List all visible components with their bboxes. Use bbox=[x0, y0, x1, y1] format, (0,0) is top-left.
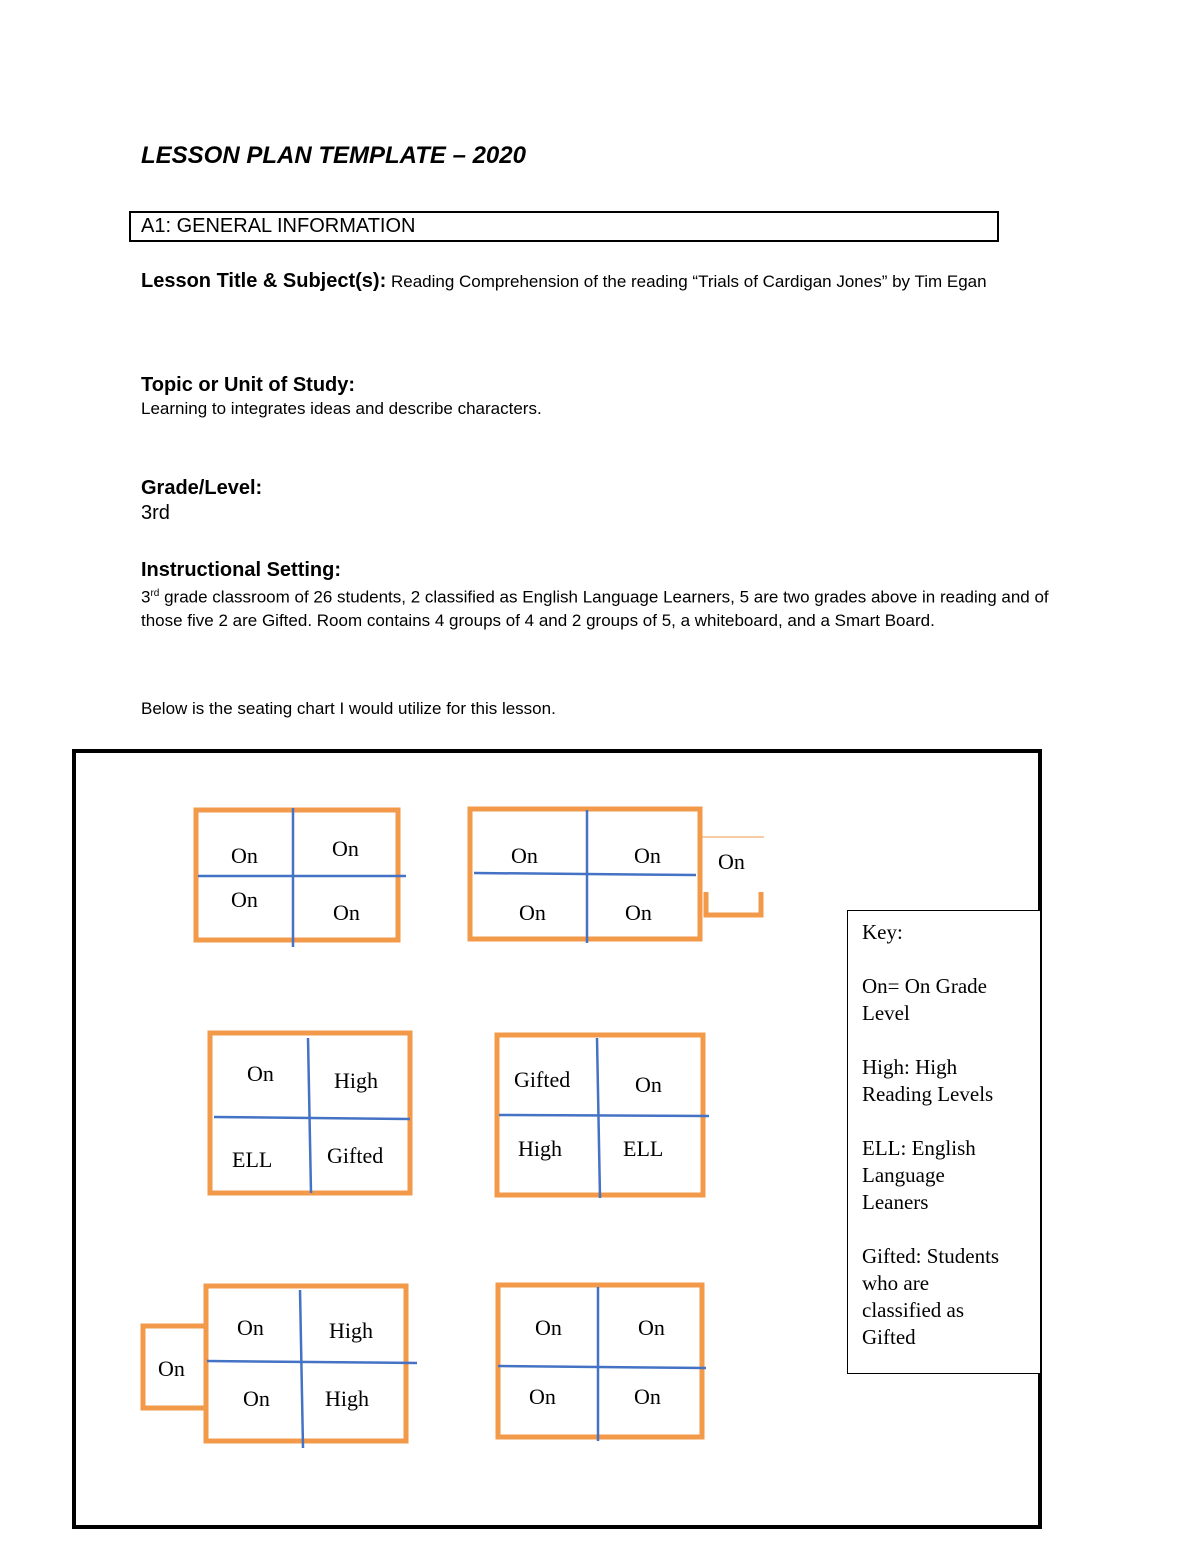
key-high: Reading Levels bbox=[862, 1082, 994, 1106]
seat-label: On bbox=[535, 1315, 562, 1340]
seat-label: On bbox=[529, 1384, 556, 1409]
grade-value: 3rd bbox=[141, 502, 170, 524]
key-gifted: Gifted: Students bbox=[862, 1244, 1000, 1268]
seat-label: On bbox=[237, 1315, 264, 1340]
seating-key bbox=[847, 910, 1041, 1374]
key-on: On= On Grade bbox=[862, 974, 987, 998]
topic-value: Learning to integrates ideas and describe characters. bbox=[141, 399, 542, 418]
lesson-title-value: Reading Comprehension of the reading “Trials of Cardigan Jones” by Tim Egan bbox=[386, 272, 987, 291]
key-ell: ELL: English bbox=[862, 1136, 976, 1160]
page-title: LESSON PLAN TEMPLATE – 2020 bbox=[141, 142, 526, 169]
seat-label: On bbox=[634, 843, 661, 868]
topic-label: Topic or Unit of Study: bbox=[141, 374, 356, 396]
seat-label: On bbox=[243, 1386, 270, 1411]
seat-label: On bbox=[332, 836, 359, 861]
grade-label: Grade/Level: bbox=[141, 477, 263, 499]
seat-label: On bbox=[638, 1315, 665, 1340]
seat-label: High bbox=[518, 1136, 562, 1161]
key-title: Key: bbox=[862, 920, 903, 944]
extra-seat-group-2-base bbox=[706, 892, 761, 915]
seat-label: On bbox=[511, 843, 538, 868]
desk-group-6 bbox=[498, 1285, 702, 1437]
key-high: High: High bbox=[862, 1055, 958, 1079]
seat-label-extra: On bbox=[718, 849, 745, 874]
key-ell: Language bbox=[862, 1163, 945, 1187]
seat-label: High bbox=[329, 1318, 373, 1343]
section-header: A1: GENERAL INFORMATION bbox=[141, 215, 416, 237]
seat-label: High bbox=[334, 1068, 378, 1093]
seat-label-extra: On bbox=[158, 1356, 185, 1381]
seat-label: Gifted bbox=[327, 1143, 384, 1168]
seat-label: On bbox=[231, 887, 258, 912]
seat-label: ELL bbox=[623, 1136, 664, 1161]
key-gifted: Gifted bbox=[862, 1325, 916, 1349]
seating-intro: Below is the seating chart I would utilize for this lesson. bbox=[141, 699, 556, 718]
seat-label: Gifted bbox=[514, 1067, 571, 1092]
seat-label: On bbox=[231, 843, 258, 868]
key-gifted: classified as bbox=[862, 1298, 965, 1322]
key-gifted: who are bbox=[862, 1271, 930, 1295]
setting-value: 3rd grade classroom of 26 students, 2 classified as English Language Learners, 5 are two grades above in reading and of those five 2 are Gifted. Room contains 4 groups of 4 and 2 groups of 5, a whiteboard, and a Smart Board. bbox=[141, 587, 1049, 630]
seat-label: On bbox=[247, 1061, 274, 1086]
lesson-title-label: Lesson Title & Subject(s): bbox=[141, 270, 387, 292]
seat-label: High bbox=[325, 1386, 369, 1411]
seat-label: On bbox=[333, 900, 360, 925]
seat-label: On bbox=[519, 900, 546, 925]
seat-label: On bbox=[635, 1072, 662, 1097]
key-ell: Leaners bbox=[862, 1190, 929, 1214]
setting-label: Instructional Setting: bbox=[141, 559, 341, 581]
seat-label: On bbox=[634, 1384, 661, 1409]
seat-label: ELL bbox=[232, 1147, 273, 1172]
seat-label: On bbox=[625, 900, 652, 925]
key-on: Level bbox=[862, 1001, 910, 1025]
